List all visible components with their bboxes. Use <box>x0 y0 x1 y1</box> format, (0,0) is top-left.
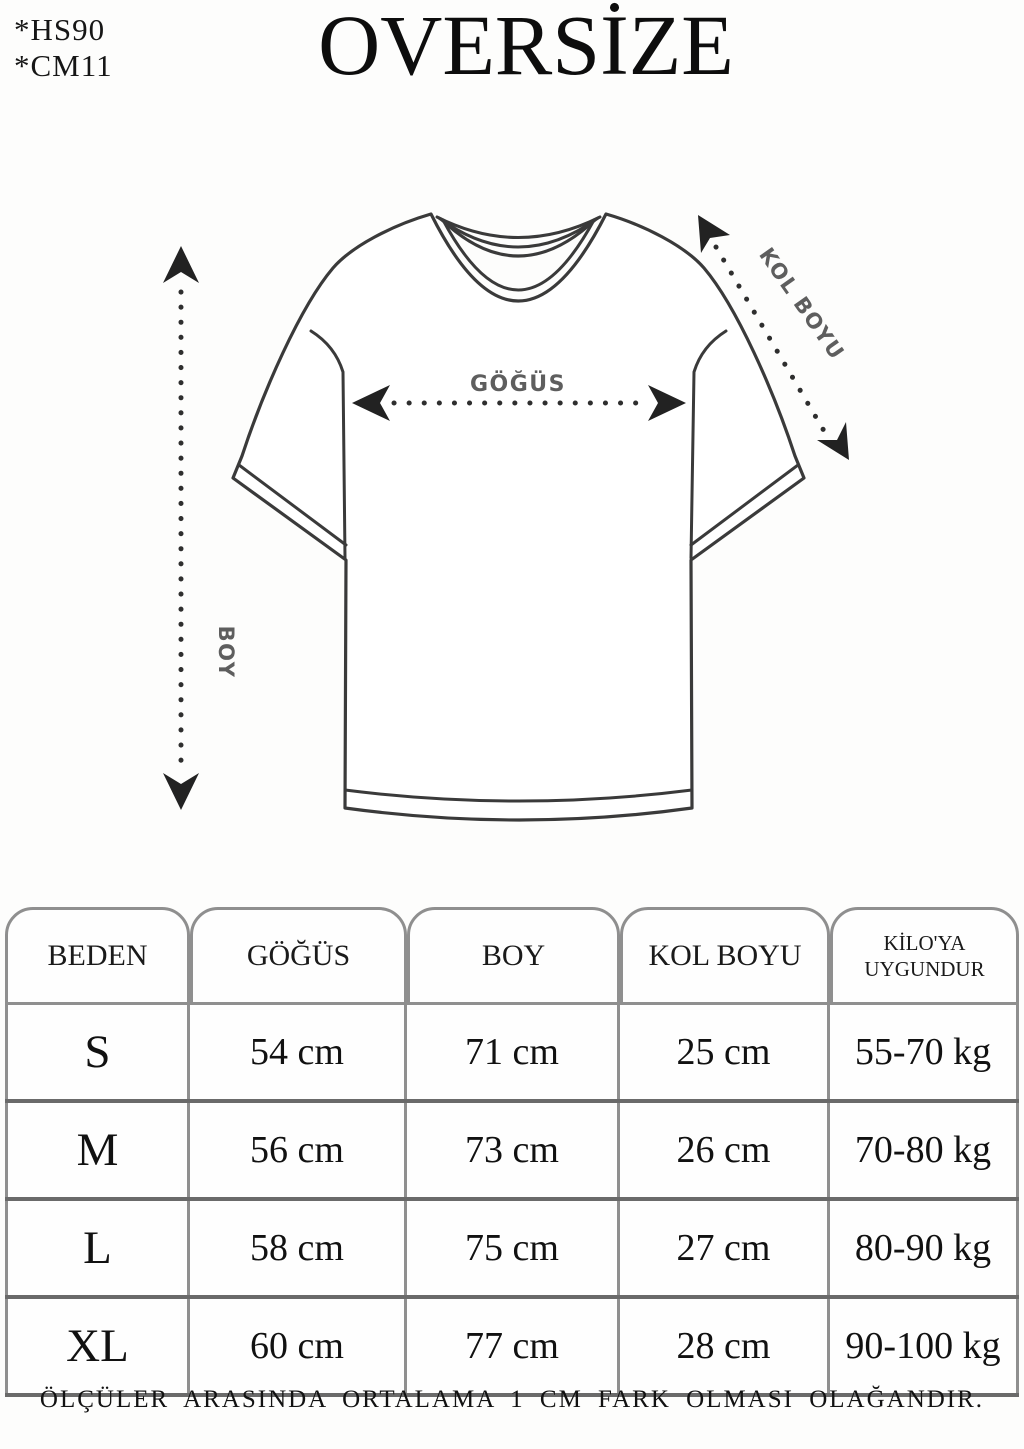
header-cell-beden: BEDEN <box>5 907 190 1005</box>
cell-weight: 55-70 kg <box>830 1005 1019 1099</box>
header-cell-kol-boyu: KOL BOYU <box>620 907 830 1005</box>
size-row-s <box>5 1005 1019 1103</box>
cell-chest: 54 cm <box>190 1005 407 1099</box>
size-row-m <box>5 1103 1019 1201</box>
cell-chest: 58 cm <box>190 1201 407 1295</box>
cell-weight: 80-90 kg <box>830 1201 1019 1295</box>
cell-chest: 60 cm <box>190 1299 407 1393</box>
header-cell-kiloya-uygundur <box>830 907 1019 1005</box>
cell-size: L <box>5 1201 190 1295</box>
header-cell-gogus: GÖĞÜS <box>190 907 407 1005</box>
cell-sleeve: 28 cm <box>620 1299 830 1393</box>
cell-weight: 70-80 kg <box>830 1103 1019 1197</box>
cell-size: M <box>5 1103 190 1197</box>
length-label: BOY <box>214 625 238 679</box>
back-collar-line-2 <box>439 218 598 247</box>
header-cell-boy: BOY <box>407 907 620 1005</box>
length-arrowhead-bottom <box>163 773 199 810</box>
product-code-1: *HS90 <box>14 12 106 47</box>
cell-weight: 90-100 kg <box>830 1299 1019 1393</box>
size-table-header <box>5 907 1019 1005</box>
cell-size: XL <box>5 1299 190 1393</box>
cell-sleeve: 25 cm <box>620 1005 830 1099</box>
sleeve-label: KOL BOYU <box>754 243 850 365</box>
measurement-tolerance-note: ÖLÇÜLER ARASINDA ORTALAMA 1 CM FARK OLMASI OLAĞANDIR. <box>39 1386 985 1413</box>
size-row-xl <box>5 1299 1019 1397</box>
product-code-2: *CM11 <box>14 47 113 83</box>
cell-size: S <box>5 1005 190 1099</box>
cell-length: 73 cm <box>407 1103 620 1197</box>
size-table <box>5 907 1019 1397</box>
length-arrowhead-top <box>163 246 199 283</box>
tshirt-outline <box>233 214 804 820</box>
header-cell-kiloya-uygundur-text: KİLO'YA UYGUNDUR <box>864 930 985 981</box>
cell-sleeve: 27 cm <box>620 1201 830 1295</box>
cell-sleeve: 26 cm <box>620 1103 830 1197</box>
cell-length: 75 cm <box>407 1201 620 1295</box>
size-row-l <box>5 1201 1019 1299</box>
cell-length: 71 cm <box>407 1005 620 1099</box>
cell-chest: 56 cm <box>190 1103 407 1197</box>
page-title: OVERSİZE <box>318 0 734 93</box>
cell-length: 77 cm <box>407 1299 620 1393</box>
chest-label: GÖĞÜS <box>469 372 567 397</box>
